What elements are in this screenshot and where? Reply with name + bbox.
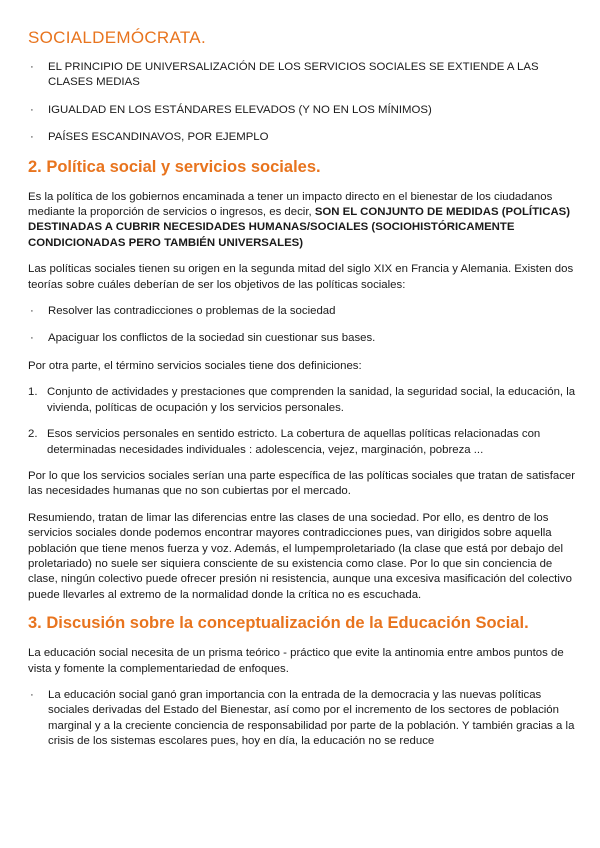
numbered-item xyxy=(28,427,576,458)
numbered-item-text: Esos servicios personales en sentido estricto. La cobertura de aquellas políticas relacionadas con determinadas necesidades individuales : adolescencia, vejez, marginación, pobreza ... xyxy=(47,428,541,456)
list-item-text: La educación social ganó gran importancia con la entrada de la democracia y las nuevas políticas sociales derivadas del Estado del Bienestar, así como por el incremento de los sectores de población marginal y a la creciente conciencia de responsabilidad por parte de la población. Y también gracias a la crisis de los sistemas escolares pues, hoy en día, la educación no se reduce xyxy=(48,688,575,748)
section-title-2: 2. Política social y servicios sociales. xyxy=(28,157,321,176)
list-item xyxy=(28,304,576,319)
bullet-mark: · xyxy=(30,61,34,73)
list-item xyxy=(28,130,576,145)
numbered-item xyxy=(28,385,576,416)
paragraph-definitions-intro: Por otra parte, el término servicios sociales tiene dos definiciones: xyxy=(28,359,362,372)
paragraph-conclusion: Por lo que los servicios sociales serían una parte específica de las políticas sociales que tratan de satisfacer las necesidades humanas que no son cubiertas por el mercado. xyxy=(28,469,576,498)
item-number: 1. xyxy=(28,386,38,399)
bullet-mark: · xyxy=(30,305,34,318)
list-item-text: EL PRINCIPIO DE UNIVERSALIZACIÓN DE LOS SERVICIOS SOCIALES SE EXTIENDE A LAS CLASES MEDIAS xyxy=(48,61,539,89)
definition-plain: Es la política de los gobiernos encaminada a tener un impacto directo en el bienestar de los ciudadanos mediante la proporción de servicios o ingresos, es decir, xyxy=(28,190,553,219)
list-item-text: Resolver las contradicciones o problemas de la sociedad xyxy=(48,305,336,318)
top-bullet-list xyxy=(28,60,576,146)
section-heading-socialdemocrata: SOCIALDEMÓCRATA. xyxy=(28,28,206,47)
paragraph-summary: Resumiendo, tratan de limar las diferencias entre las clases de una sociedad. Por ello, es dentro de los servicios sociales donde podemos encontrar mayores contradicciones pues, van dirigidos sobre aquella población que tiene menos fuerza y voz. Además, el lumpemproletariado (la clase que está por debajo del proletariado) no suele ser siquiera consciente de su existencia como clase. Por lo que sin conciencia de clase, ningún colectivo puede ofrecer presión ni resistencia, aunque una excesiva masificación del colectivo puede llevarles al extremo de la normalidad donde la crítica no es escuchada. xyxy=(28,511,572,601)
bullet-mark: · xyxy=(30,332,34,345)
bullet-mark: · xyxy=(30,103,34,116)
list-item-text: PAÍSES ESCANDINAVOS, POR EJEMPLO xyxy=(48,131,269,144)
section-title-3: 3. Discusión sobre la conceptualización de la Educación Social. xyxy=(28,614,529,633)
list-item xyxy=(28,103,576,118)
paragraph-origin: Las políticas sociales tienen su origen en la segunda mitad del siglo XIX en Francia y Alemania. Existen dos teorías sobre cuáles deberían de ser los objetivos de las políticas sociales: xyxy=(28,263,574,291)
paragraph-definition xyxy=(28,190,576,252)
item-number: 2. xyxy=(28,428,38,441)
definition-bold: SON EL CONJUNTO DE MEDIDAS (POLÍTICAS) DESTINADAS A CUBRIR NECESIDADES HUMANAS/SOCIALES (SOCIOHISTÓRICAMENTE CONDICIONADAS PERO TAMBIÉN UNIVERSALES) xyxy=(28,206,571,249)
bullet-mark: · xyxy=(30,131,34,144)
list-item xyxy=(28,688,576,750)
list-item xyxy=(28,60,576,91)
list-item-text: IGUALDAD EN LOS ESTÁNDARES ELEVADOS (Y NO EN LOS MÍNIMOS) xyxy=(48,103,432,116)
list-item xyxy=(28,331,576,346)
paragraph-s3-intro: La educación social necesita de un prisma teórico - práctico que evite la antinomia entre ambos puntos de vista y fomente la complementariedad de enfoques. xyxy=(28,647,564,675)
bullet-mark: · xyxy=(30,688,34,701)
list-item-text: Apaciguar los conflictos de la sociedad sin cuestionar sus bases. xyxy=(48,332,376,345)
document-page xyxy=(28,24,576,762)
numbered-item-text: Conjunto de actividades y prestaciones que comprenden la sanidad, la seguridad social, la educación, la vivienda, políticas de ocupación y los servicios personales. xyxy=(47,386,576,414)
